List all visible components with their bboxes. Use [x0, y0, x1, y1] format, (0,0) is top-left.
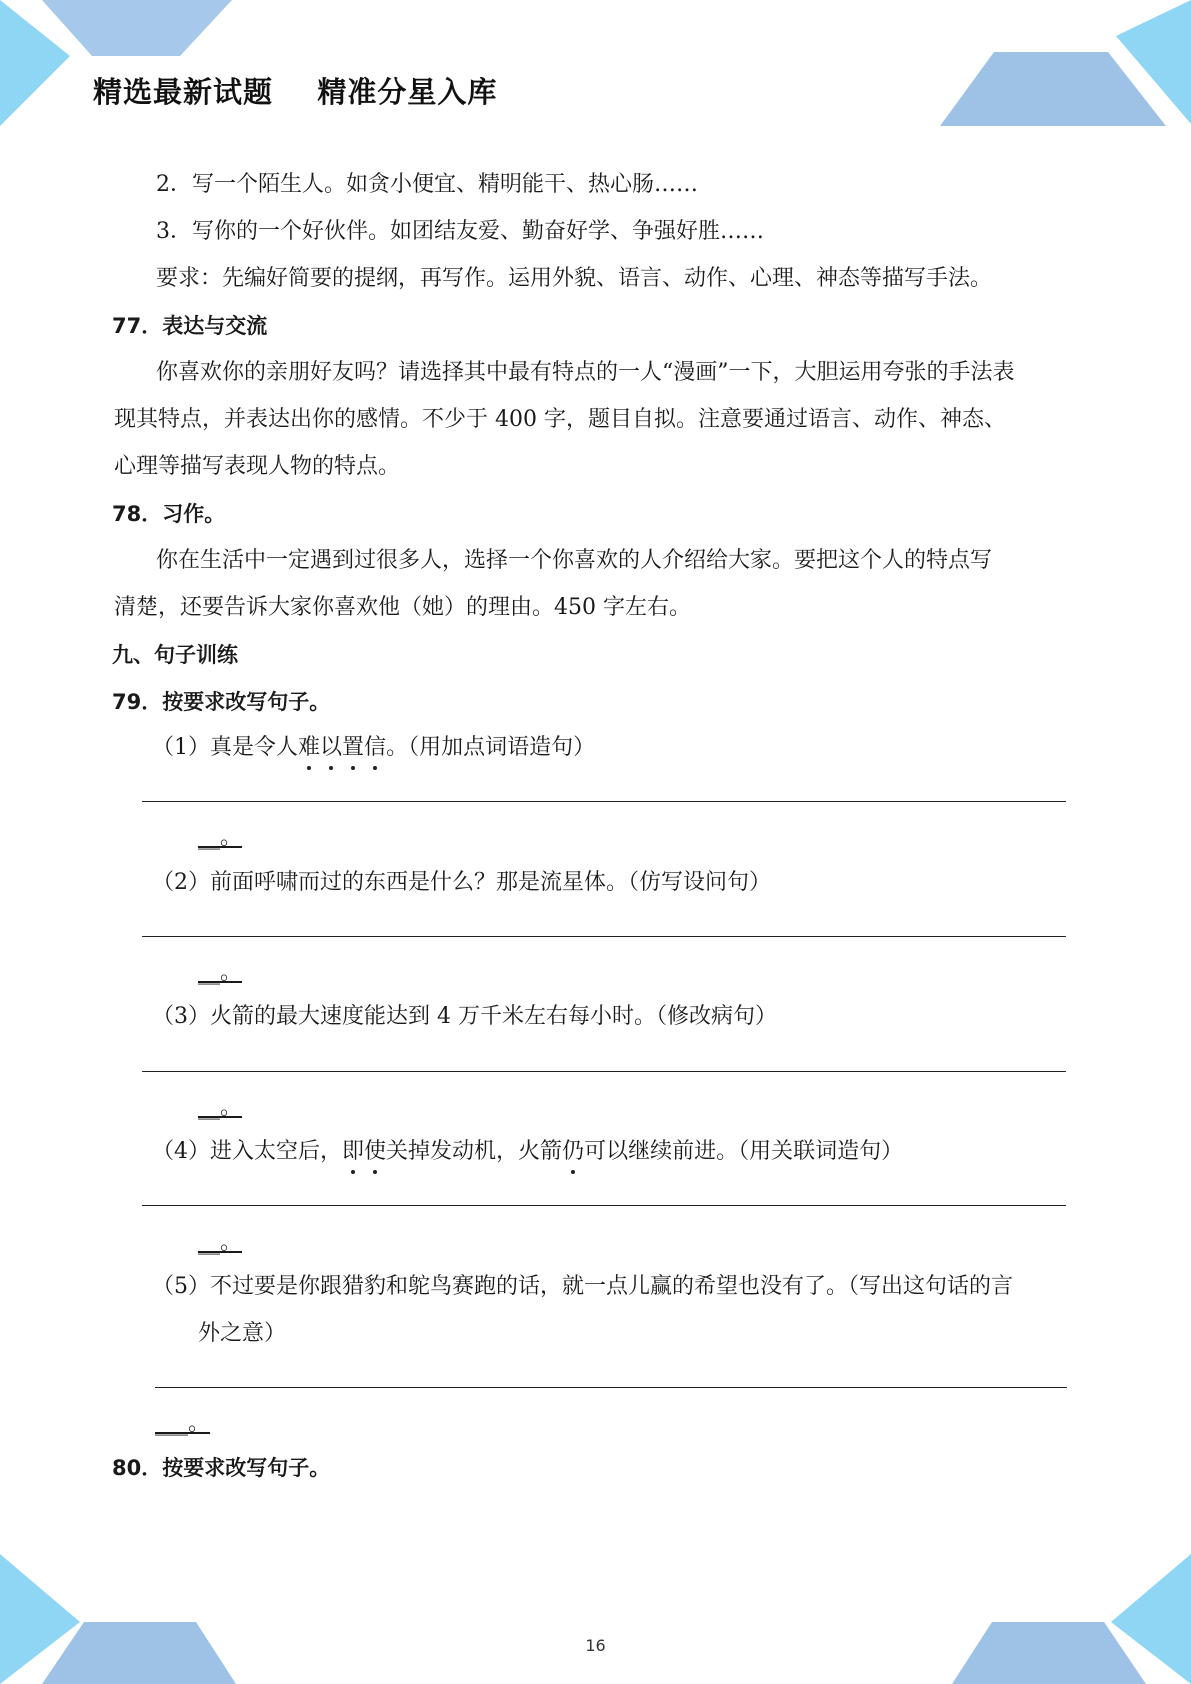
- q79-s4-middle: 关掉发动机，火箭: [386, 1139, 563, 1164]
- answer-line-1[interactable]: [142, 801, 1066, 802]
- q78-heading: 78．习作。: [112, 502, 226, 526]
- q80-heading: 80．按要求改写句子。: [112, 1456, 331, 1480]
- q77-text-line-2: 现其特点，并表达出你的感情。不少于 400 字，题目自拟。注意要通过语言、动作、神态、: [114, 407, 1006, 432]
- answer-line-3[interactable]: [142, 1071, 1066, 1072]
- emphasis-char: 信: [364, 733, 386, 763]
- q79-sentence-2: （2）前面呼啸而过的东西是什么？那是流星体。（仿写设问句）: [152, 870, 771, 895]
- bottom-right-decoration: [950, 1540, 1191, 1684]
- q79-sentence-3: （3）火箭的最大速度能达到 4 万千米左右每小时。（修改病句）: [152, 1004, 777, 1029]
- q79-heading: 79．按要求改写句子。: [112, 690, 331, 714]
- q79-sentence-5-line-2: 外之意）: [198, 1321, 287, 1346]
- q76-item-3: 3．写你的一个好伙伴。如团结友爱、勤奋好学、争强好胜……: [156, 219, 764, 244]
- q79-s4-prefix: （4）进入太空后，: [152, 1139, 342, 1164]
- answer-line-2-end: __。: [198, 960, 243, 985]
- emphasis-char: 以: [320, 733, 342, 763]
- answer-line-4[interactable]: [142, 1205, 1066, 1206]
- top-right-decoration: [930, 0, 1191, 130]
- answer-line-3-end: __。: [198, 1095, 243, 1120]
- emphasis-char: 置: [342, 733, 364, 763]
- q77-text-line-3: 心理等描写表现人物的特点。: [114, 454, 401, 479]
- q76-requirement: 要求：先编好简要的提纲，再写作。运用外貌、语言、动作、心理、神态等描写手法。: [156, 266, 993, 291]
- answer-line-5-end: ___。: [155, 1411, 211, 1436]
- bottom-left-decoration: [0, 1540, 240, 1684]
- q79-s1-prefix: （1）真是令人: [152, 735, 298, 760]
- answer-line-2[interactable]: [142, 936, 1066, 937]
- q78-text-line-1: 你在生活中一定遇到过很多人，选择一个你喜欢的人介绍给大家。要把这个人的特点写: [156, 548, 993, 573]
- header-title: 精选最新试题 精准分星入库: [93, 75, 498, 109]
- q76-item-2: 2．写一个陌生人。如贪小便宜、精明能干、热心肠……: [156, 172, 698, 197]
- answer-line-5[interactable]: [155, 1387, 1067, 1388]
- answer-line-1-end: __。: [198, 825, 243, 850]
- q77-heading: 77．表达与交流: [112, 314, 268, 338]
- emphasis-char: 使: [364, 1137, 386, 1167]
- q79-sentence-4: [152, 1137, 903, 1167]
- emphasis-char: 仍: [562, 1137, 584, 1167]
- answer-line-4-end: __。: [198, 1230, 243, 1255]
- page-number: 16: [585, 1636, 606, 1655]
- section-9-heading: 九、句子训练: [112, 643, 238, 667]
- q79-s1-suffix: 。（用加点词语造句）: [386, 735, 596, 760]
- q79-sentence-5-line-1: （5）不过要是你跟猎豹和鸵鸟赛跑的话，就一点儿赢的希望也没有了。（写出这句话的言: [152, 1274, 1014, 1299]
- q77-text-line-1: 你喜欢你的亲朋好友吗？请选择其中最有特点的一人“漫画”一下，大胆运用夸张的手法表: [156, 360, 1015, 385]
- q79-s4-suffix: 可以继续前进。（用关联词造句）: [584, 1139, 904, 1164]
- emphasis-char: 即: [342, 1137, 364, 1167]
- emphasis-char: 难: [298, 733, 320, 763]
- q79-sentence-1: [152, 733, 595, 763]
- q78-text-line-2: 清楚，还要告诉大家你喜欢他（她）的理由。450 字左右。: [114, 595, 691, 620]
